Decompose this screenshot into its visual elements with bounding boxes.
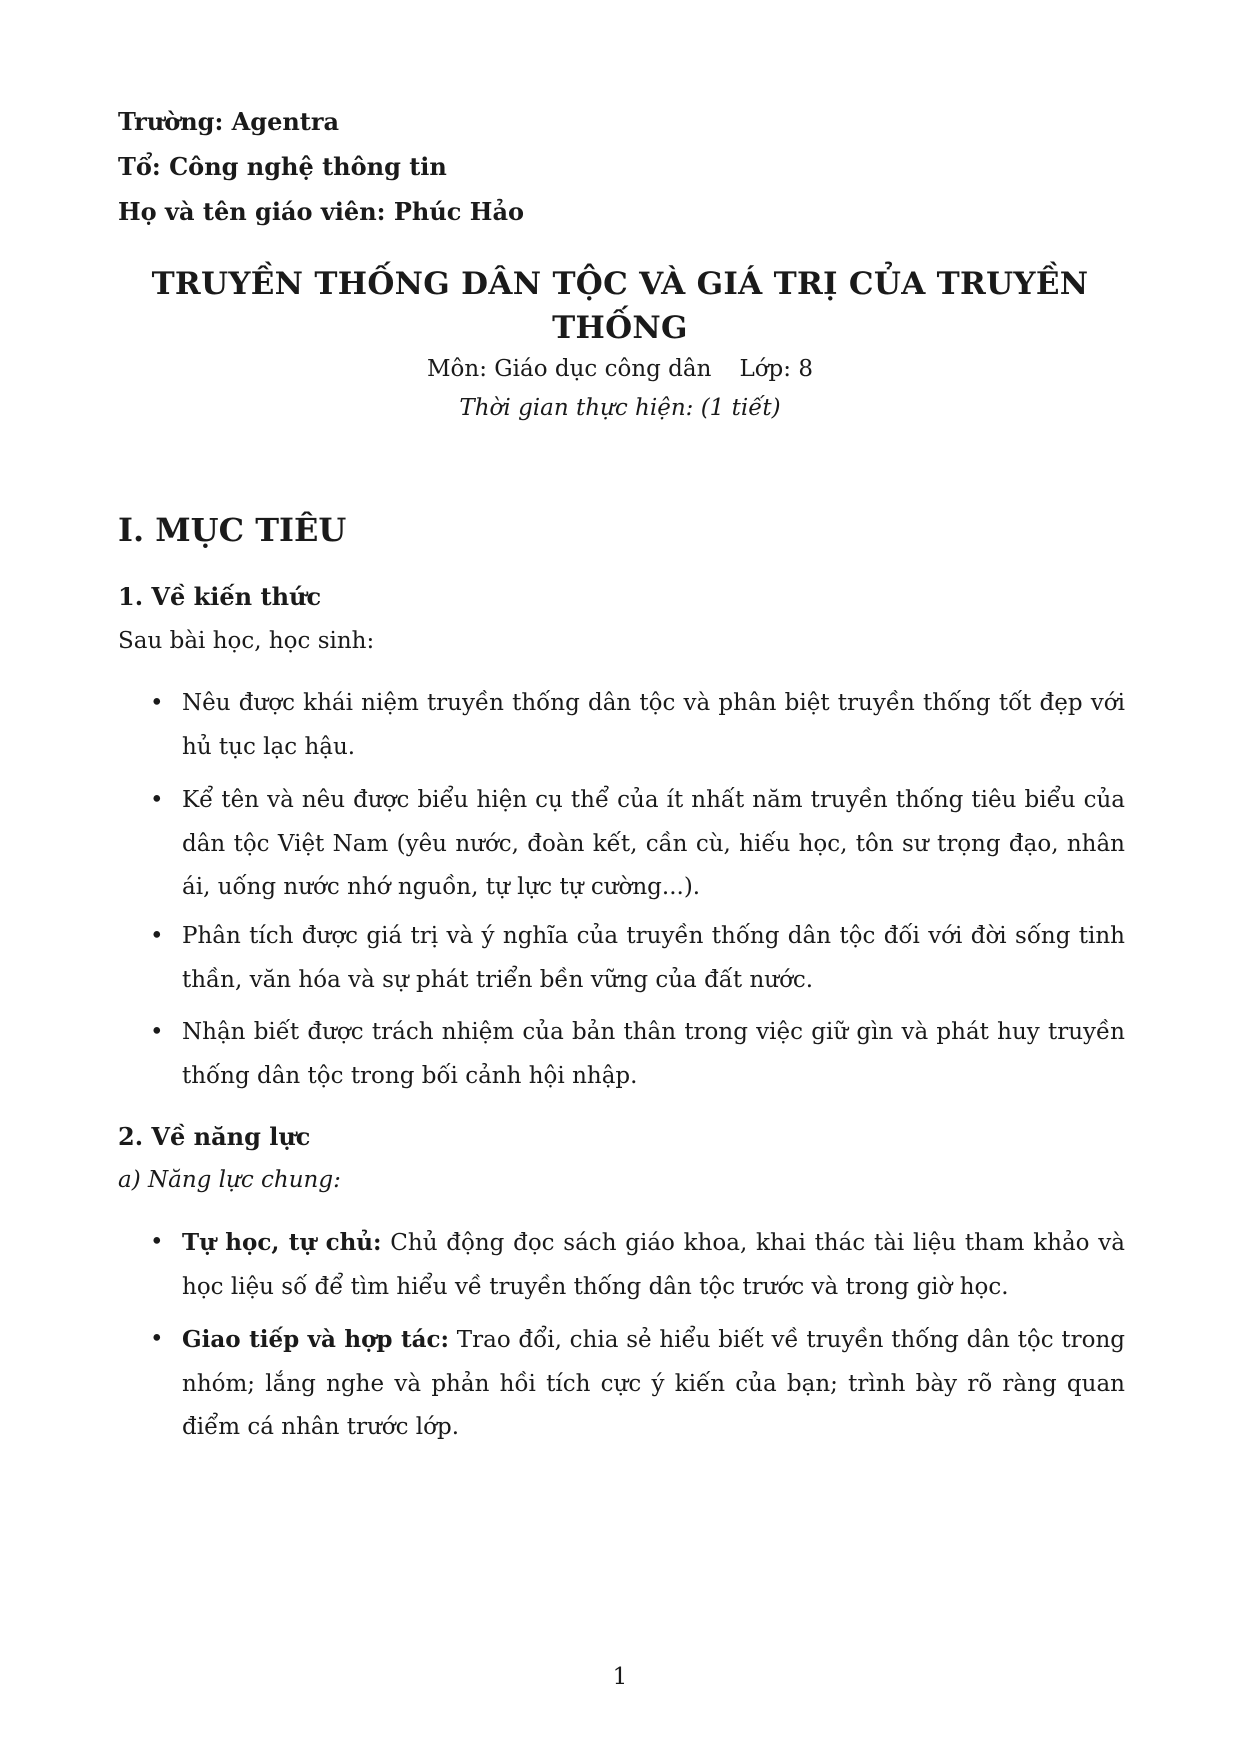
list-item-text: Nêu được khái niệm truyền thống dân tộc và phân biệt truyền thống tốt đẹp với hủ tục lạc hậu. [182, 690, 1125, 760]
subject-label: Môn: Giáo dục công dân [427, 356, 712, 382]
bullet-icon: • [150, 1326, 164, 1352]
subsection-heading-competence: 2. Về năng lực [118, 1122, 311, 1151]
knowledge-intro: Sau bài học, học sinh: [118, 628, 375, 654]
list-item [150, 779, 1125, 910]
list-item-text: Kể tên và nêu được biểu hiện cụ thể của ít nhất năm truyền thống tiêu biểu của dân tộc Việt Nam (yêu nước, đoàn kết, cần cù, hiếu học, tôn sư trọng đạo, nhân ái, uống nước nhớ nguồn, tự lực tự cường...). [182, 787, 1125, 900]
duration-line: Thời gian thực hiện: (1 tiết) [459, 395, 781, 421]
list-item-text: Nhận biết được trách nhiệm của bản thân trong việc giữ gìn và phát huy truyền thống dân tộc trong bối cảnh hội nhập. [182, 1019, 1125, 1089]
school-line: Trường: Agentra [118, 107, 340, 136]
bullet-icon: • [150, 690, 164, 716]
grade-label: Lớp: 8 [739, 356, 813, 382]
bullet-icon: • [150, 1229, 164, 1255]
list-item [150, 1011, 1125, 1098]
subsection-heading-knowledge: 1. Về kiến thức [118, 582, 322, 611]
bullet-icon: • [150, 787, 164, 813]
section-heading-objectives: I. MỤC TIÊU [118, 511, 347, 549]
competence-desc: Trao đổi, chia sẻ hiểu biết về truyền thống dân tộc trong nhóm; lắng nghe và phản hồi tích cực ý kiến của bạn; trình bày rõ ràng quan điểm cá nhân trước lớp. [182, 1327, 1125, 1440]
list-item-text: Phân tích được giá trị và ý nghĩa của truyền thống dân tộc đối với đời sống tinh thần, văn hóa và sự phát triển bền vững của đất nước. [182, 923, 1125, 993]
list-item-text [182, 1318, 1125, 1450]
bullet-icon: • [150, 1019, 164, 1045]
competence-desc: Chủ động đọc sách giáo khoa, khai thác tài liệu tham khảo và học liệu số để tìm hiểu về truyền thống dân tộc trước và trong giờ học. [182, 1230, 1125, 1300]
list-item [150, 1221, 1125, 1309]
lesson-title-line1: TRUYỀN THỐNG DÂN TỘC VÀ GIÁ TRỊ CỦA TRUYỀN [151, 266, 1089, 302]
list-item [150, 1318, 1125, 1450]
teacher-line: Họ và tên giáo viên: Phúc Hảo [118, 197, 525, 226]
general-competence-label: a) Năng lực chung: [118, 1167, 341, 1193]
bullet-icon: • [150, 923, 164, 949]
group-line: Tổ: Công nghệ thông tin [118, 152, 447, 181]
list-item [150, 915, 1125, 1002]
page-number: 1 [612, 1664, 628, 1690]
lesson-title-line2: THỐNG [552, 310, 688, 346]
lesson-title [118, 262, 1122, 350]
list-item-text [182, 1221, 1125, 1309]
competence-term: Tự học, tự chủ: [182, 1229, 382, 1256]
competence-term: Giao tiếp và hợp tác: [182, 1326, 449, 1353]
subject-grade-line [118, 354, 1122, 384]
list-item [150, 682, 1125, 769]
